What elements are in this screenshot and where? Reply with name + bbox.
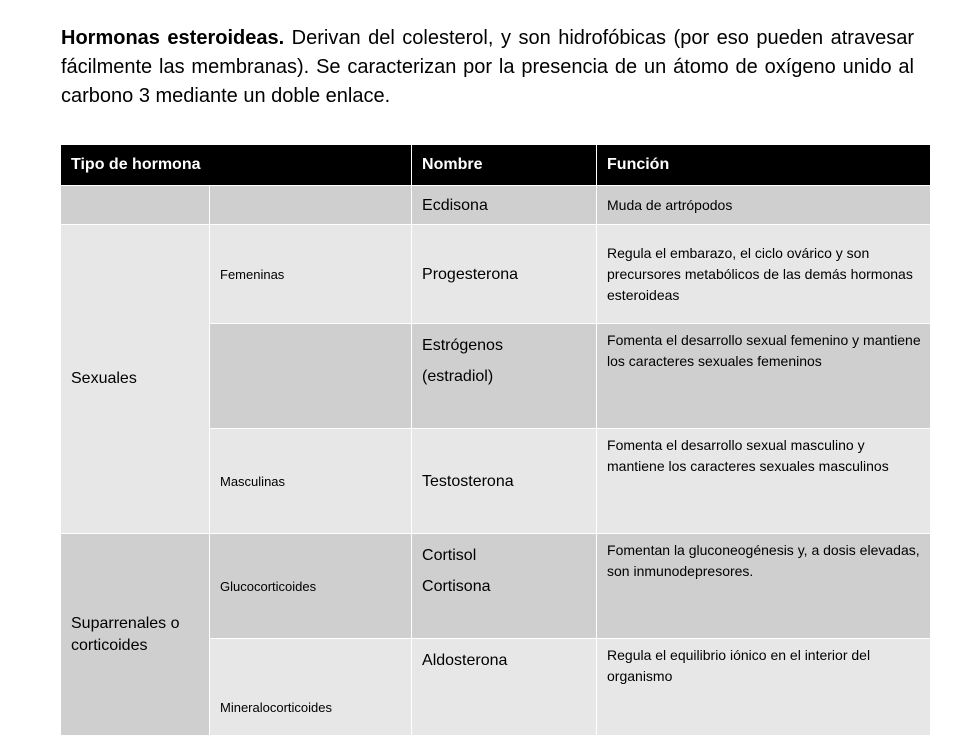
category-cell: Suparrenales o corticoides bbox=[61, 534, 210, 736]
hormone-name-line: Cortisol bbox=[422, 547, 477, 564]
hormone-name: Progesterona bbox=[412, 225, 597, 324]
table-row bbox=[61, 186, 931, 225]
hormone-name: Aldosterona bbox=[412, 639, 597, 736]
hormone-name bbox=[412, 534, 597, 639]
hormone-function: Fomenta el desarrollo sexual femenino y mantiene los caracteres sexuales femeninos bbox=[597, 324, 931, 429]
header-nombre: Nombre bbox=[412, 145, 597, 186]
hormone-name: Testosterona bbox=[412, 429, 597, 534]
hormone-name-line: Cortisona bbox=[422, 578, 491, 595]
table-header-row bbox=[61, 145, 931, 186]
header-tipo: Tipo de hormona bbox=[61, 145, 412, 186]
table-row bbox=[61, 534, 931, 639]
subcategory-cell: Masculinas bbox=[210, 429, 412, 534]
header-funcion: Función bbox=[597, 145, 931, 186]
hormone-name: Ecdisona bbox=[412, 186, 597, 225]
category-cell: Sexuales bbox=[61, 225, 210, 534]
subcategory-cell: Mineralocorticoides bbox=[210, 639, 412, 736]
hormone-function: Fomenta el desarrollo sexual masculino y mantiene los caracteres sexuales masculinos bbox=[597, 429, 931, 534]
hormone-name bbox=[412, 324, 597, 429]
table-row bbox=[61, 225, 931, 324]
intro-text: Derivan del colesterol, y son hidrofóbicas (por eso pueden atravesar fácilmente las membranas). Se caracterizan por la presencia de un átomo de oxígeno unido al carbono 3 mediante un doble enlace. bbox=[61, 27, 914, 107]
hormones-table bbox=[60, 144, 931, 736]
hormone-name-line: Estrógenos bbox=[422, 337, 503, 354]
empty-cell bbox=[61, 186, 210, 225]
hormone-function: Fomentan la gluconeogénesis y, a dosis elevadas, son inmunodepresores. bbox=[597, 534, 931, 639]
hormone-name-line: (estradiol) bbox=[422, 368, 494, 385]
empty-cell bbox=[210, 186, 412, 225]
intro-bold-title: Hormonas esteroideas. bbox=[61, 27, 285, 49]
intro-paragraph bbox=[61, 24, 914, 111]
hormone-function: Regula el equilibrio iónico en el interior del organismo bbox=[597, 639, 931, 736]
subcategory-cell: Glucocorticoides bbox=[210, 534, 412, 639]
empty-cell bbox=[210, 324, 412, 429]
subcategory-cell: Femeninas bbox=[210, 225, 412, 324]
hormone-function: Regula el embarazo, el ciclo ovárico y son precursores metabólicos de las demás hormonas esteroideas bbox=[597, 225, 931, 324]
hormone-function: Muda de artrópodos bbox=[597, 186, 931, 225]
